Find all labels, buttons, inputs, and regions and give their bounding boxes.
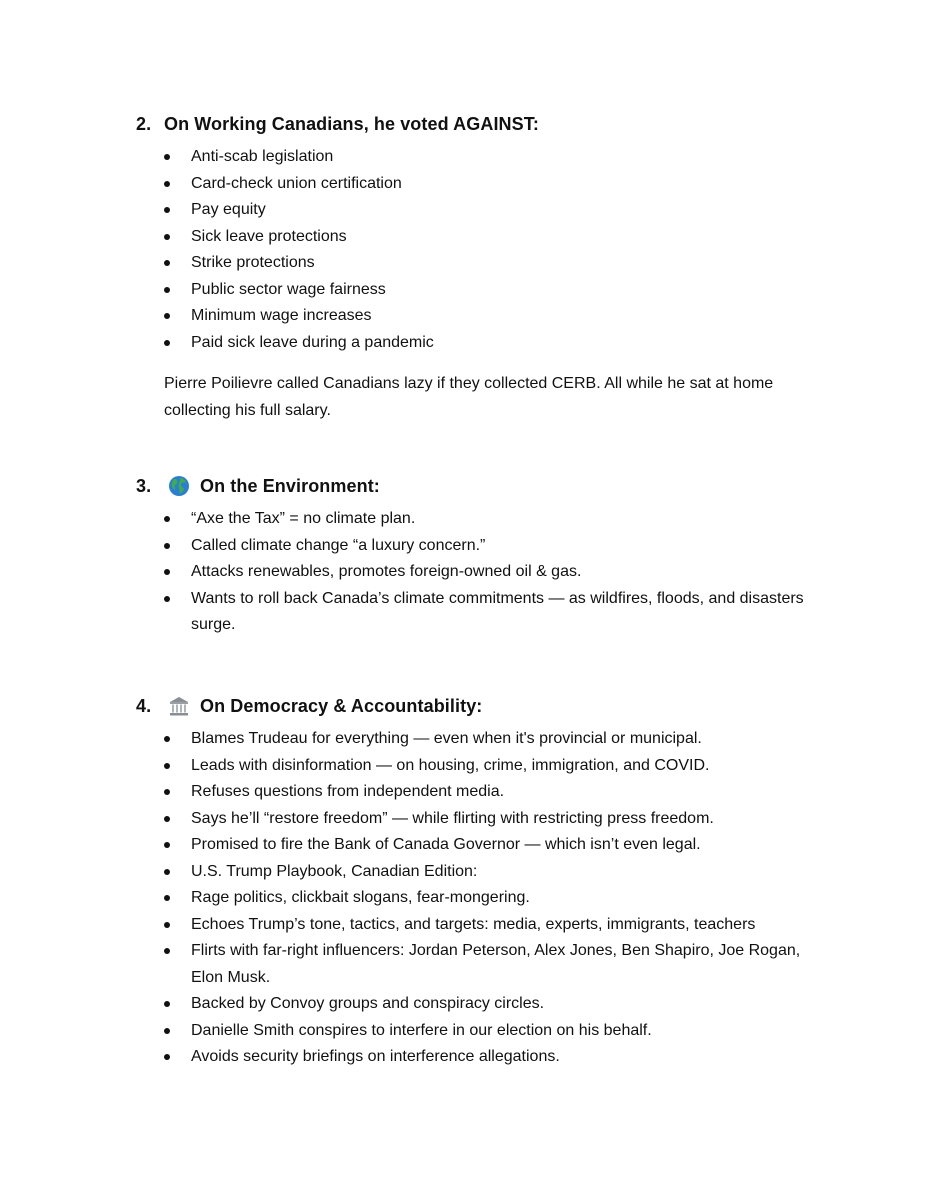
list-item: Wants to roll back Canada’s climate commitments — as wildfires, floods, and disasters surge. (136, 586, 836, 639)
section-title: On Democracy & Accountability: (200, 695, 483, 716)
bullet-list (136, 144, 836, 356)
list-item: Rage politics, clickbait slogans, fear-mongering. (136, 885, 836, 912)
list-item: “Axe the Tax” = no climate plan. (136, 506, 836, 533)
list-item: Leads with disinformation — on housing, crime, immigration, and COVID. (136, 753, 836, 780)
list-item: Public sector wage fairness (136, 277, 836, 304)
list-item: Danielle Smith conspires to interfere in our election on his behalf. (136, 1018, 836, 1045)
list-item: Echoes Trump’s tone, tactics, and targets: media, experts, immigrants, teachers (136, 912, 836, 939)
list-item: Refuses questions from independent media. (136, 779, 836, 806)
list-item: Called climate change “a luxury concern.” (136, 533, 836, 560)
globe-icon (168, 475, 190, 497)
section-number: 4. (136, 695, 152, 716)
list-item: Minimum wage increases (136, 303, 836, 330)
section-working-canadians (136, 110, 836, 424)
list-item: Paid sick leave during a pandemic (136, 330, 836, 357)
list-item: Says he’ll “restore freedom” — while flirting with restricting press freedom. (136, 806, 836, 833)
section-heading (136, 472, 836, 500)
list-item: Blames Trudeau for everything — even when it's provincial or municipal. (136, 726, 836, 753)
list-item: Pay equity (136, 197, 836, 224)
section-number: 2. (136, 113, 152, 134)
section-number: 3. (136, 475, 152, 496)
classical-building-icon (168, 695, 190, 717)
list-item: U.S. Trump Playbook, Canadian Edition: (136, 859, 836, 886)
section-democracy (136, 692, 836, 1071)
list-item: Avoids security briefings on interference allegations. (136, 1044, 836, 1071)
section-title: On the Environment: (200, 475, 380, 496)
list-item: Attacks renewables, promotes foreign-owned oil & gas. (136, 559, 836, 586)
list-item: Backed by Convoy groups and conspiracy circles. (136, 991, 836, 1018)
list-item: Sick leave protections (136, 224, 836, 251)
list-item: Anti-scab legislation (136, 144, 836, 171)
list-item: Flirts with far-right influencers: Jordan Peterson, Alex Jones, Ben Shapiro, Joe Rogan, Elon Musk. (136, 938, 836, 991)
bullet-list (136, 726, 836, 1071)
list-item: Promised to fire the Bank of Canada Governor — which isn’t even legal. (136, 832, 836, 859)
bullet-list (136, 506, 836, 639)
section-heading (136, 110, 836, 138)
list-item: Strike protections (136, 250, 836, 277)
section-environment (136, 472, 836, 639)
list-item: Card-check union certification (136, 171, 836, 198)
section-title: On Working Canadians, he voted AGAINST: (164, 113, 539, 134)
section-paragraph: Pierre Poilievre called Canadians lazy if they collected CERB. All while he sat at home collecting his full salary. (164, 375, 774, 419)
section-heading (136, 692, 836, 720)
